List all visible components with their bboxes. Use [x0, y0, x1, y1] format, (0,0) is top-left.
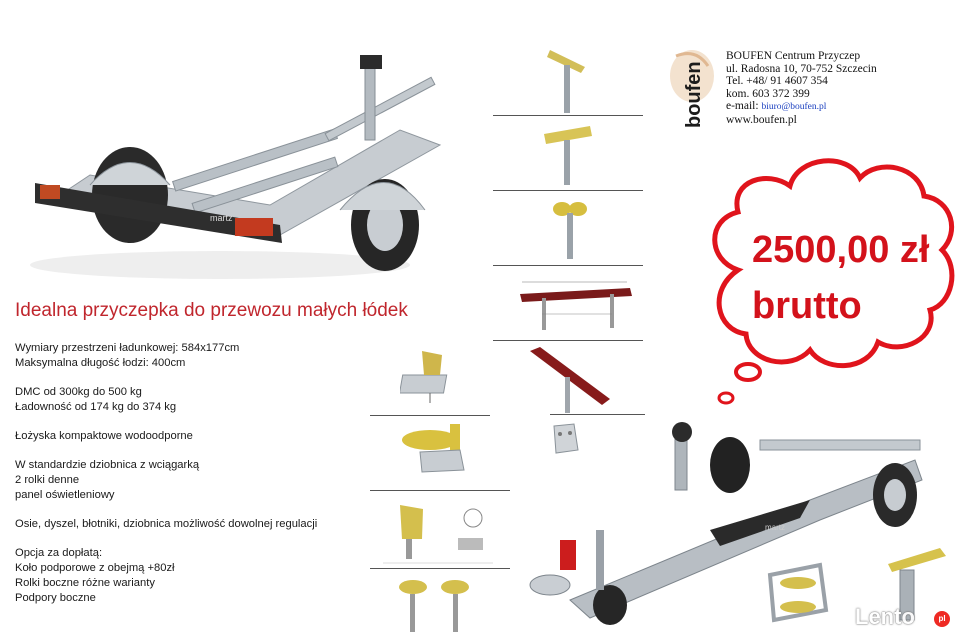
contact-line-address: ul. Radosna 10, 70-752 Szczecin [726, 62, 877, 75]
spec-spacer [15, 371, 370, 385]
spec-line: Wymiary przestrzeni ładunkowej: 584x177cm [15, 342, 240, 354]
watermark-logo: Lento [855, 604, 915, 629]
contact-line-phone: Tel. +48/ 91 4607 354 [726, 75, 828, 88]
spec-line: Opcja za dopłatą: [15, 547, 103, 559]
boufen-logo [668, 46, 716, 136]
price-amount: 2500,00 zł [752, 229, 930, 271]
contact-line-mobile: kom. 603 372 399 [726, 87, 810, 100]
svg-text:martz: martz [210, 213, 233, 223]
accessory-side-bunk-red [528, 345, 613, 415]
divider [493, 115, 643, 116]
spec-line: Osie, dyszel, błotniki, dziobnica możliwość dowolnej regulacji [15, 518, 318, 530]
accessory-roller-drawing-1 [378, 493, 498, 568]
divider [550, 414, 645, 415]
divider [370, 415, 490, 416]
spec-line: Podpory boczne [15, 592, 96, 604]
spec-spacer [15, 444, 370, 458]
svg-text:martz: martz [765, 523, 785, 532]
spec-line: panel oświetleniowy [15, 489, 115, 501]
accessory-roller-drawing-2 [385, 572, 485, 637]
divider [370, 568, 510, 569]
accessory-vee-roller-post [550, 197, 590, 262]
email-link[interactable]: biuro@boufen.pl [761, 102, 827, 113]
svg-text:boufen: boufen [683, 61, 705, 128]
spec-spacer [15, 532, 370, 546]
trailer-photo-main [20, 45, 450, 285]
headline: Idealna przyczepka do przewozu małych łódek [15, 300, 408, 321]
spec-line: Koło podporowe z obejmą +80zł [15, 562, 175, 574]
divider [493, 340, 643, 341]
watermark-badge: pl [934, 611, 950, 627]
contact-line-email [726, 100, 877, 114]
accessory-bow-roller-post [545, 45, 590, 115]
spec-list [15, 341, 370, 606]
accessory-roller-bracket-bottom [760, 555, 835, 630]
spec-spacer [15, 503, 370, 517]
spec-line: W standardzie dziobnica z wciągarką [15, 459, 200, 471]
accessory-side-bunk-drawing [512, 272, 637, 334]
divider [493, 265, 643, 266]
email-label: e-mail: [726, 100, 759, 113]
divider [493, 190, 643, 191]
accessory-bow-stop [400, 345, 465, 405]
spec-spacer [15, 415, 370, 429]
spec-line: Ładowność od 174 kg do 374 kg [15, 401, 177, 413]
spec-line: Maksymalna długość łodzi: 400cm [15, 357, 186, 369]
website-link[interactable]: www.boufen.pl [726, 113, 797, 126]
accessory-flat-roller-post [540, 122, 595, 187]
contact-block [726, 50, 877, 127]
accessory-keel-roller [400, 420, 480, 475]
trailer-photo-secondary [510, 420, 930, 635]
price-label [752, 222, 929, 334]
divider [370, 490, 510, 491]
spec-line: Łożyska kompaktowe wodoodporne [15, 430, 193, 442]
price-suffix: brutto [752, 285, 862, 327]
spec-line: Rolki boczne różne warianty [15, 577, 155, 589]
spec-line: DMC od 300kg do 500 kg [15, 386, 142, 398]
contact-line-company: BOUFEN Centrum Przyczep [726, 50, 861, 62]
spec-line: 2 rolki denne [15, 474, 80, 486]
